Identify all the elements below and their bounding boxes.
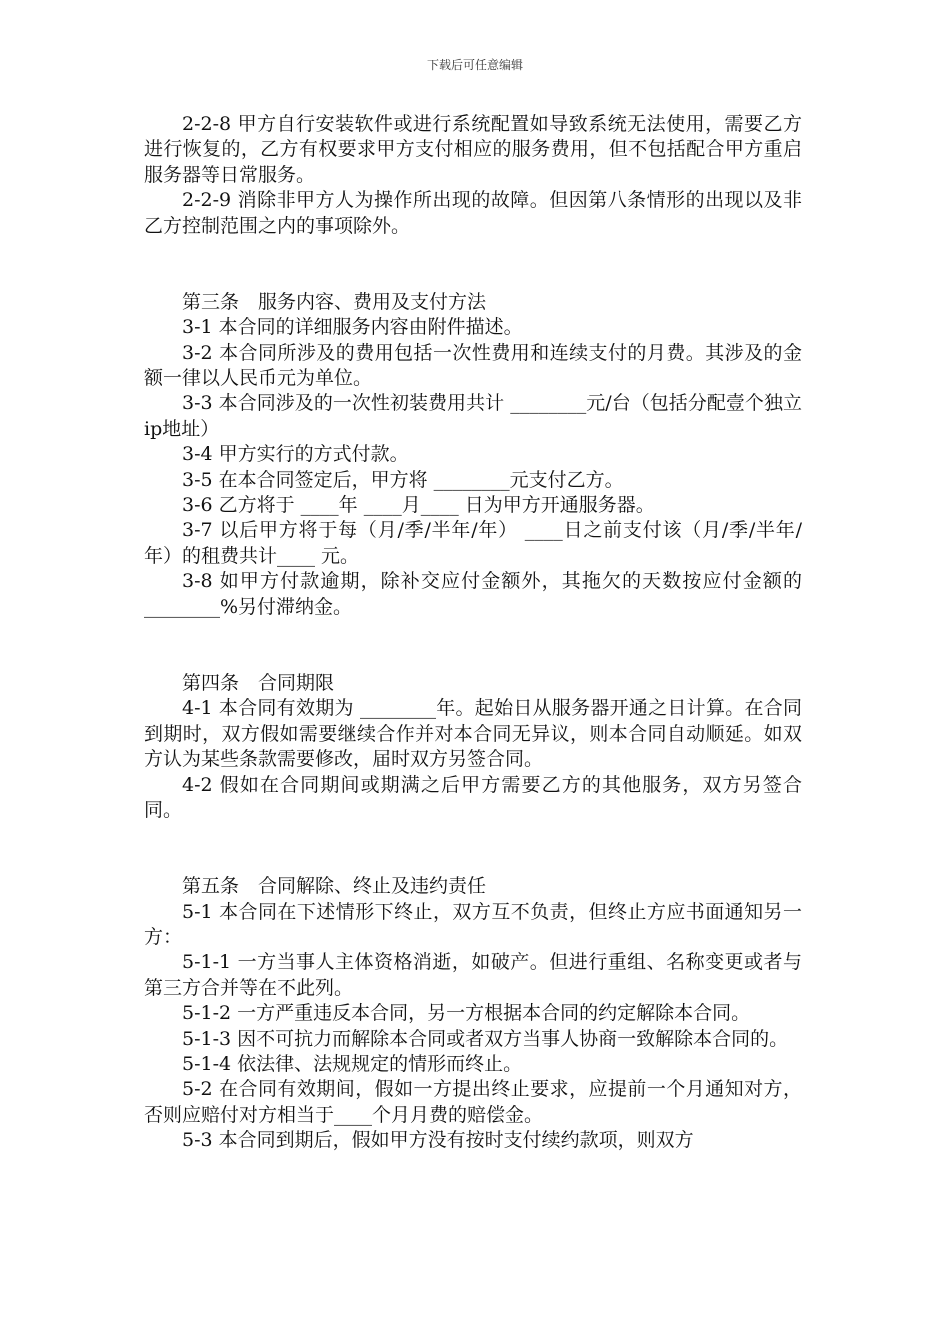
clause-paragraph: 2-2-8 甲方自行安装软件或进行系统配置如导致系统无法使用，需要乙方进行恢复的，乙方有权要求甲方支付相应的服务费用，但不包括配合甲方重启服务器等日常服务。: [144, 113, 802, 186]
clause-paragraph: 3-6 乙方将于 ____年 ____月____ 日为甲方开通服务器。: [182, 494, 655, 517]
section-heading: 第四条 合同期限: [182, 671, 335, 694]
section-spacer: [144, 239, 802, 290]
clause-paragraph: 5-1 本合同在下述情形下终止，双方互不负责，但终止方应书面通知另一方：: [144, 900, 802, 948]
clause-paragraph: 3-2 本合同所涉及的费用包括一次性费用和连续支付的月费。其涉及的金额一律以人民币元为单位。: [144, 341, 802, 390]
document-body: [144, 112, 802, 1154]
clause-paragraph: 4-1 本合同有效期为 ________年。起始日从服务器开通之日计算。在合同到期时，双方假如需要继续合作并对本合同无异议，则本合同自动顺延。如双方认为某些条款需要修改，届时双方另签合同。: [144, 697, 802, 771]
section-spacer: [144, 823, 802, 874]
clause-paragraph: 3-8 如甲方付款逾期，除补交应付金额外，其拖欠的天数按应付金额的________%另付滞纳金。: [144, 570, 802, 618]
clause-paragraph: 5-1-4 依法律、法规规定的情形而终止。: [182, 1052, 523, 1075]
section-heading: 第五条 合同解除、终止及违约责任: [182, 875, 487, 898]
clause-paragraph: 5-2 在合同有效期间，假如一方提出终止要求，应提前一个月通知对方，否则应赔付对方相当于____个月月费的赔偿金。: [144, 1078, 802, 1126]
clause-paragraph: 5-1-1 一方当事人主体资格消逝，如破产。但进行重组、名称变更或者与第三方合并等在不此列。: [144, 951, 802, 999]
clause-paragraph: 3-7 以后甲方将于每（月/季/半年/年） ____日之前支付该（月/季/半年/年）的租费共计____ 元。: [144, 519, 802, 567]
clause-paragraph: 3-3 本合同涉及的一次性初装费用共计 ________元/台（包括分配壹个独立ip地址）: [144, 392, 802, 440]
header-note: 下载后可任意编辑: [426, 58, 523, 72]
clause-paragraph: 3-1 本合同的详细服务内容由附件描述。: [182, 316, 523, 339]
clause-paragraph: 5-1-2 一方严重违反本合同，另一方根据本合同的约定解除本合同。: [182, 1002, 751, 1025]
clause-paragraph: 5-1-3 因不可抗力而解除本合同或者双方当事人协商一致解除本合同的。: [182, 1027, 789, 1050]
clause-paragraph: 5-3 本合同到期后，假如甲方没有按时支付续约款项，则双方: [182, 1129, 694, 1152]
clause-paragraph: 2-2-9 消除非甲方人为操作所出现的故障。但因第八条情形的出现以及非乙方控制范围之内的事项除外。: [144, 189, 802, 237]
clause-paragraph: 3-4 甲方实行的方式付款。: [182, 443, 409, 466]
clause-paragraph: 3-5 在本合同签定后，甲方将 ________元支付乙方。: [182, 468, 624, 491]
section-heading: 第三条 服务内容、费用及支付方法: [182, 290, 487, 313]
clause-paragraph: 4-2 假如在合同期间或期满之后甲方需要乙方的其他服务，双方另签合同。: [144, 773, 802, 821]
section-spacer: [144, 620, 802, 671]
